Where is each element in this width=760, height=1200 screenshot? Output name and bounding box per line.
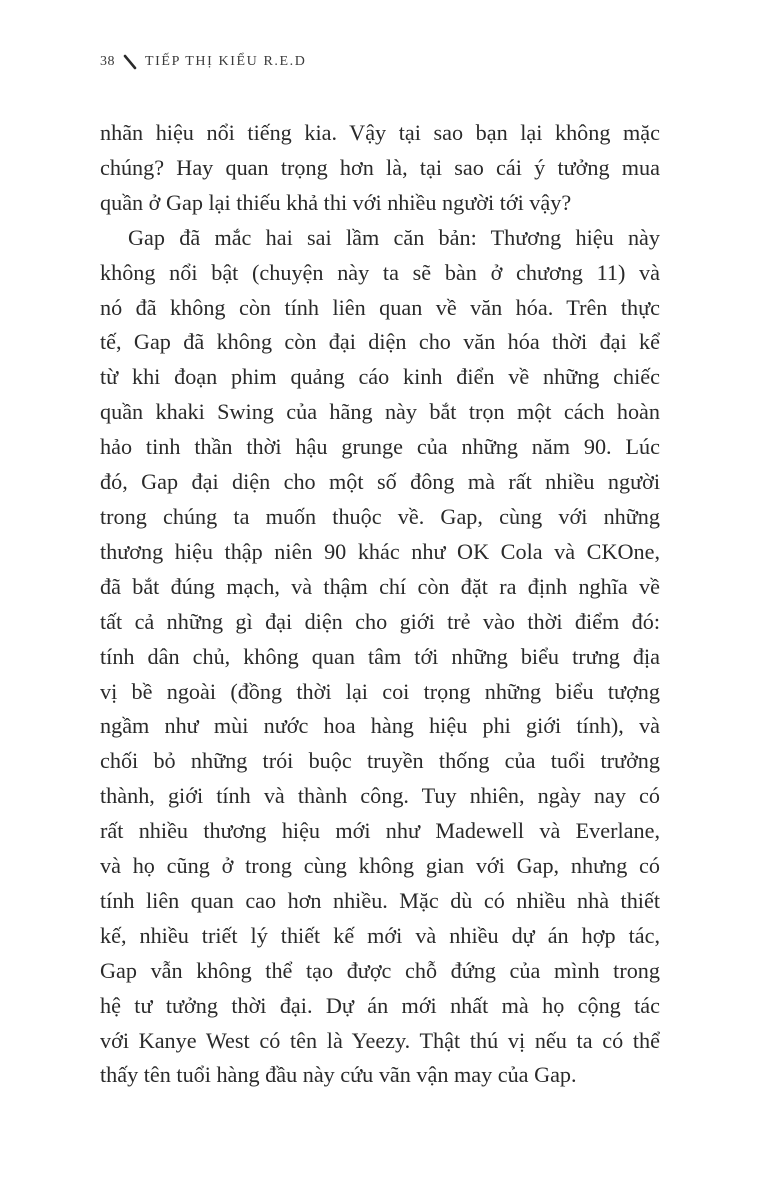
text-line: chối bỏ những trói buộc truyền thống của tuổi trưởng — [100, 748, 660, 774]
text-line: đã bắt đúng mạch, và thậm chí còn đặt ra định nghĩa về — [100, 573, 660, 599]
text-line: Gap đã mắc hai sai lầm căn bản: Thương hiệu này — [128, 224, 660, 250]
text-line: ngầm như mùi nước hoa hàng hiệu phi giới tính), và — [100, 713, 660, 739]
text-line: từ khi đoạn phim quảng cáo kinh điển về những chiếc — [100, 364, 660, 390]
text-line: chúng? Hay quan trọng hơn là, tại sao cái ý tưởng mua — [100, 154, 660, 180]
text-line: tất cả những gì đại diện cho giới trẻ vào thời điểm đó: — [100, 608, 660, 634]
text-line: thấy tên tuổi hàng đầu này cứu vãn vận may của Gap. — [100, 1062, 577, 1088]
text-line: nó đã không còn tính liên quan về văn hóa. Trên thực — [100, 294, 660, 320]
text-line: vị bề ngoài (đồng thời lại coi trọng những biểu tượng — [100, 678, 660, 704]
page-number: 38 — [100, 54, 115, 69]
paragraph-2 — [100, 221, 660, 1094]
text-line: đó, Gap đại diện cho một số đông mà rất nhiều người — [100, 469, 660, 495]
text-line: Gap vẫn không thể tạo được chỗ đứng của mình trong — [100, 957, 660, 983]
text-line: thành, giới tính và thành công. Tuy nhiên, ngày nay có — [100, 783, 660, 809]
text-line: thương hiệu thập niên 90 khác như OK Cola và CKOne, — [100, 538, 660, 564]
separator-backslash-icon — [123, 54, 137, 70]
text-line: quần ở Gap lại thiếu khả thi với nhiều người tới vậy? — [100, 189, 572, 215]
text-line: tế, Gap đã không còn đại diện cho văn hóa thời đại kể — [100, 329, 660, 355]
running-header — [100, 54, 306, 70]
paragraph-1 — [100, 116, 660, 221]
text-line: rất nhiều thương hiệu mới như Madewell và Everlane, — [100, 818, 660, 844]
text-line: kế, nhiều triết lý thiết kế mới và nhiều dự án hợp tác, — [100, 922, 660, 948]
running-title: TIẾP THỊ KIỂU R.E.D — [145, 54, 307, 69]
text-line: nhãn hiệu nổi tiếng kia. Vậy tại sao bạn lại không mặc — [100, 120, 660, 145]
text-line: tính liên quan cao hơn nhiều. Mặc dù có nhiều nhà thiết — [100, 887, 660, 913]
text-line: trong chúng ta muốn thuộc về. Gap, cùng với những — [100, 503, 660, 529]
text-line: hệ tư tưởng thời đại. Dự án mới nhất mà họ cộng tác — [100, 992, 660, 1018]
text-line: với Kanye West có tên là Yeezy. Thật thú vị nếu ta có thể — [100, 1027, 660, 1053]
body-text — [100, 116, 660, 1093]
text-line: tính dân chủ, không quan tâm tới những biểu trưng địa — [100, 643, 660, 669]
text-line: không nổi bật (chuyện này ta sẽ bàn ở chương 11) và — [100, 259, 660, 285]
text-line: hảo tinh thần thời hậu grunge của những năm 90. Lúc — [100, 434, 660, 460]
text-line: và họ cũng ở trong cùng không gian với Gap, nhưng có — [100, 853, 660, 879]
text-line: quần khaki Swing của hãng này bắt trọn một cách hoàn — [100, 399, 660, 425]
